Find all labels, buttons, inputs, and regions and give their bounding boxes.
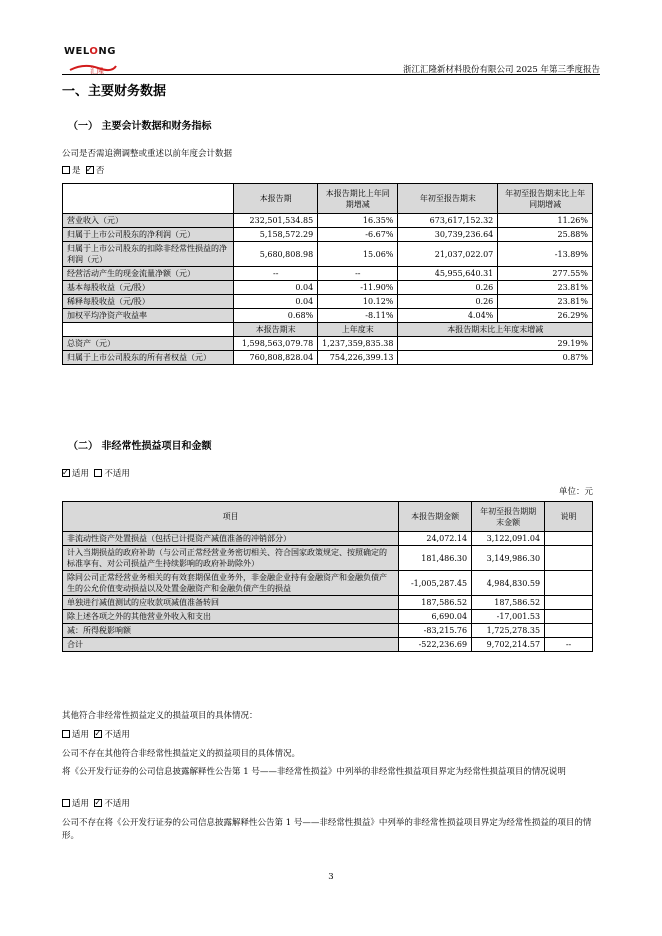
- table-row: 单独进行减值测试的应收款项减值准备转回 187,586.52 187,586.52: [63, 596, 593, 610]
- header-divider: [62, 74, 600, 75]
- table-row: 营业收入（元） 232,501,534.85 16.35% 673,617,152.32 11.26%: [63, 214, 593, 228]
- svg-text:汇隆: 汇隆: [90, 67, 104, 75]
- non-recurring-table: [62, 501, 593, 652]
- table-header-row: [63, 323, 593, 337]
- table-row: 经营活动产生的现金流量净额（元） -- -- 45,955,640.31 277.55%: [63, 267, 593, 281]
- table-row: 归属于上市公司股东的扣除非经常性损益的净利润（元） 5,680,808.98 15.06% 21,037,022.07 -13.89%: [63, 242, 593, 267]
- restatement-options: [62, 165, 592, 178]
- table-row: 加权平均净资产收益率 0.68% -8.11% 4.04% 26.29%: [63, 309, 593, 323]
- key-financial-table: [62, 183, 593, 365]
- table-row: 总资产（元） 1,598,563,079.78 1,237,359,835.38 29.19%: [63, 337, 593, 351]
- company-logo: [64, 44, 144, 78]
- report-title: 浙江汇隆新材料股份有限公司 2025 年第三季度报告: [402, 65, 600, 75]
- column-header: 说明: [545, 502, 593, 532]
- checkbox-not-applicable[interactable]: [94, 799, 102, 807]
- table-row: 非流动性资产处置损益（包括已计提资产减值准备的冲销部分） 24,072.14 3,122,091.04: [63, 532, 593, 546]
- table-row: 归属于上市公司股东的净利润（元） 5,158,572.29 -6.67% 30,739,236.64 25.88%: [63, 228, 593, 242]
- option-yes-label: 是: [72, 166, 81, 176]
- other-items-statement: 公司不存在其他符合非经常性损益定义的损益项目的具体情况。: [62, 749, 301, 759]
- table-row: 减：所得税影响额 -83,215.76 1,725,278.35: [63, 624, 593, 638]
- unit-label: 单位：元: [558, 487, 593, 497]
- page-number: 3: [328, 872, 334, 882]
- option-no-label: 否: [95, 166, 105, 176]
- reclassification-options: 适用 ✓ 不适用: [62, 798, 592, 811]
- other-items-label: 其他符合非经常性损益定义的损益项目的具体情况：: [62, 711, 258, 721]
- other-items-options: 适用 ✓ 不适用: [62, 729, 592, 742]
- checkbox-applicable[interactable]: [62, 469, 70, 477]
- checkbox-applicable[interactable]: [62, 799, 70, 807]
- checkbox-yes[interactable]: [62, 166, 70, 174]
- column-header: 本报告期金额: [399, 502, 472, 532]
- table-total-row: 合计 -522,236.69 9,702,214.57 --: [63, 638, 593, 652]
- column-header: 本报告期: [234, 184, 318, 214]
- checkbox-not-applicable[interactable]: [94, 469, 102, 477]
- table-row: 计入当期损益的政府补助（与公司正常经营业务密切相关、符合国家政策规定、按照确定的标准享有、对公司损益产生持续影响的政府补助除外） 181,486.30 3,149,986.30: [63, 546, 593, 571]
- section-title: 一、主要财务数据: [62, 84, 167, 99]
- column-header: 本报告期末比上年度末增减: [398, 323, 593, 337]
- table-header-row: [63, 502, 593, 532]
- logo-swoosh-icon: [68, 61, 118, 75]
- page-header: [62, 44, 600, 78]
- column-header: 年初至报告期期末金额: [472, 502, 545, 532]
- column-header: 本报告期比上年同期增减: [318, 184, 398, 214]
- subsection-title-2: （二） 非经常性损益项目和金额: [68, 441, 212, 452]
- column-header: 年初至报告期末: [398, 184, 498, 214]
- reclassification-statement: 公司不存在将《公开发行证券的公司信息披露解释性公告第 1 号——非经常性损益》中列举的非经常性损益项目界定为经常性损益的项目的情形。: [62, 818, 592, 841]
- applicability-options: ✓适用 不适用: [62, 468, 592, 481]
- table-row: 归属于上市公司股东的所有者权益（元） 760,808,828.04 754,226,399.13 0.87%: [63, 351, 593, 365]
- table-header-row: [63, 184, 593, 214]
- table-row: 除同公司正常经营业务相关的有效套期保值业务外，非金融企业持有金融资产和金融负债产生的公允价值变动损益以及处置金融资产和金融负债产生的损益 -1,005,287.45 4,984,830.59: [63, 571, 593, 596]
- subsection-title-1: （一） 主要会计数据和财务指标: [68, 121, 212, 132]
- column-header: 项目: [63, 502, 399, 532]
- column-header: 上年度末: [318, 323, 398, 337]
- table-row: 稀释每股收益（元/股） 0.04 10.12% 0.26 23.81%: [63, 295, 593, 309]
- column-header: 年初至报告期末比上年同期增减: [498, 184, 593, 214]
- checkbox-no[interactable]: [86, 166, 94, 174]
- checkbox-not-applicable[interactable]: [94, 730, 102, 738]
- table-row: 基本每股收益（元/股） 0.04 -11.90% 0.26 23.81%: [63, 281, 593, 295]
- column-header: 本报告期末: [234, 323, 318, 337]
- restatement-question: 公司是否需追溯调整或重述以前年度会计数据: [62, 149, 233, 159]
- logo-wordmark: WELONG: [64, 46, 116, 57]
- table-row: 除上述各项之外的其他营业外收入和支出 6,690.04 -17,001.53: [63, 610, 593, 624]
- reclassification-label: 将《公开发行证券的公司信息披露解释性公告第 1 号——非经常性损益》中列举的非经常性损益项目界定为经常性损益项目的情况说明: [62, 767, 566, 777]
- checkbox-applicable[interactable]: [62, 730, 70, 738]
